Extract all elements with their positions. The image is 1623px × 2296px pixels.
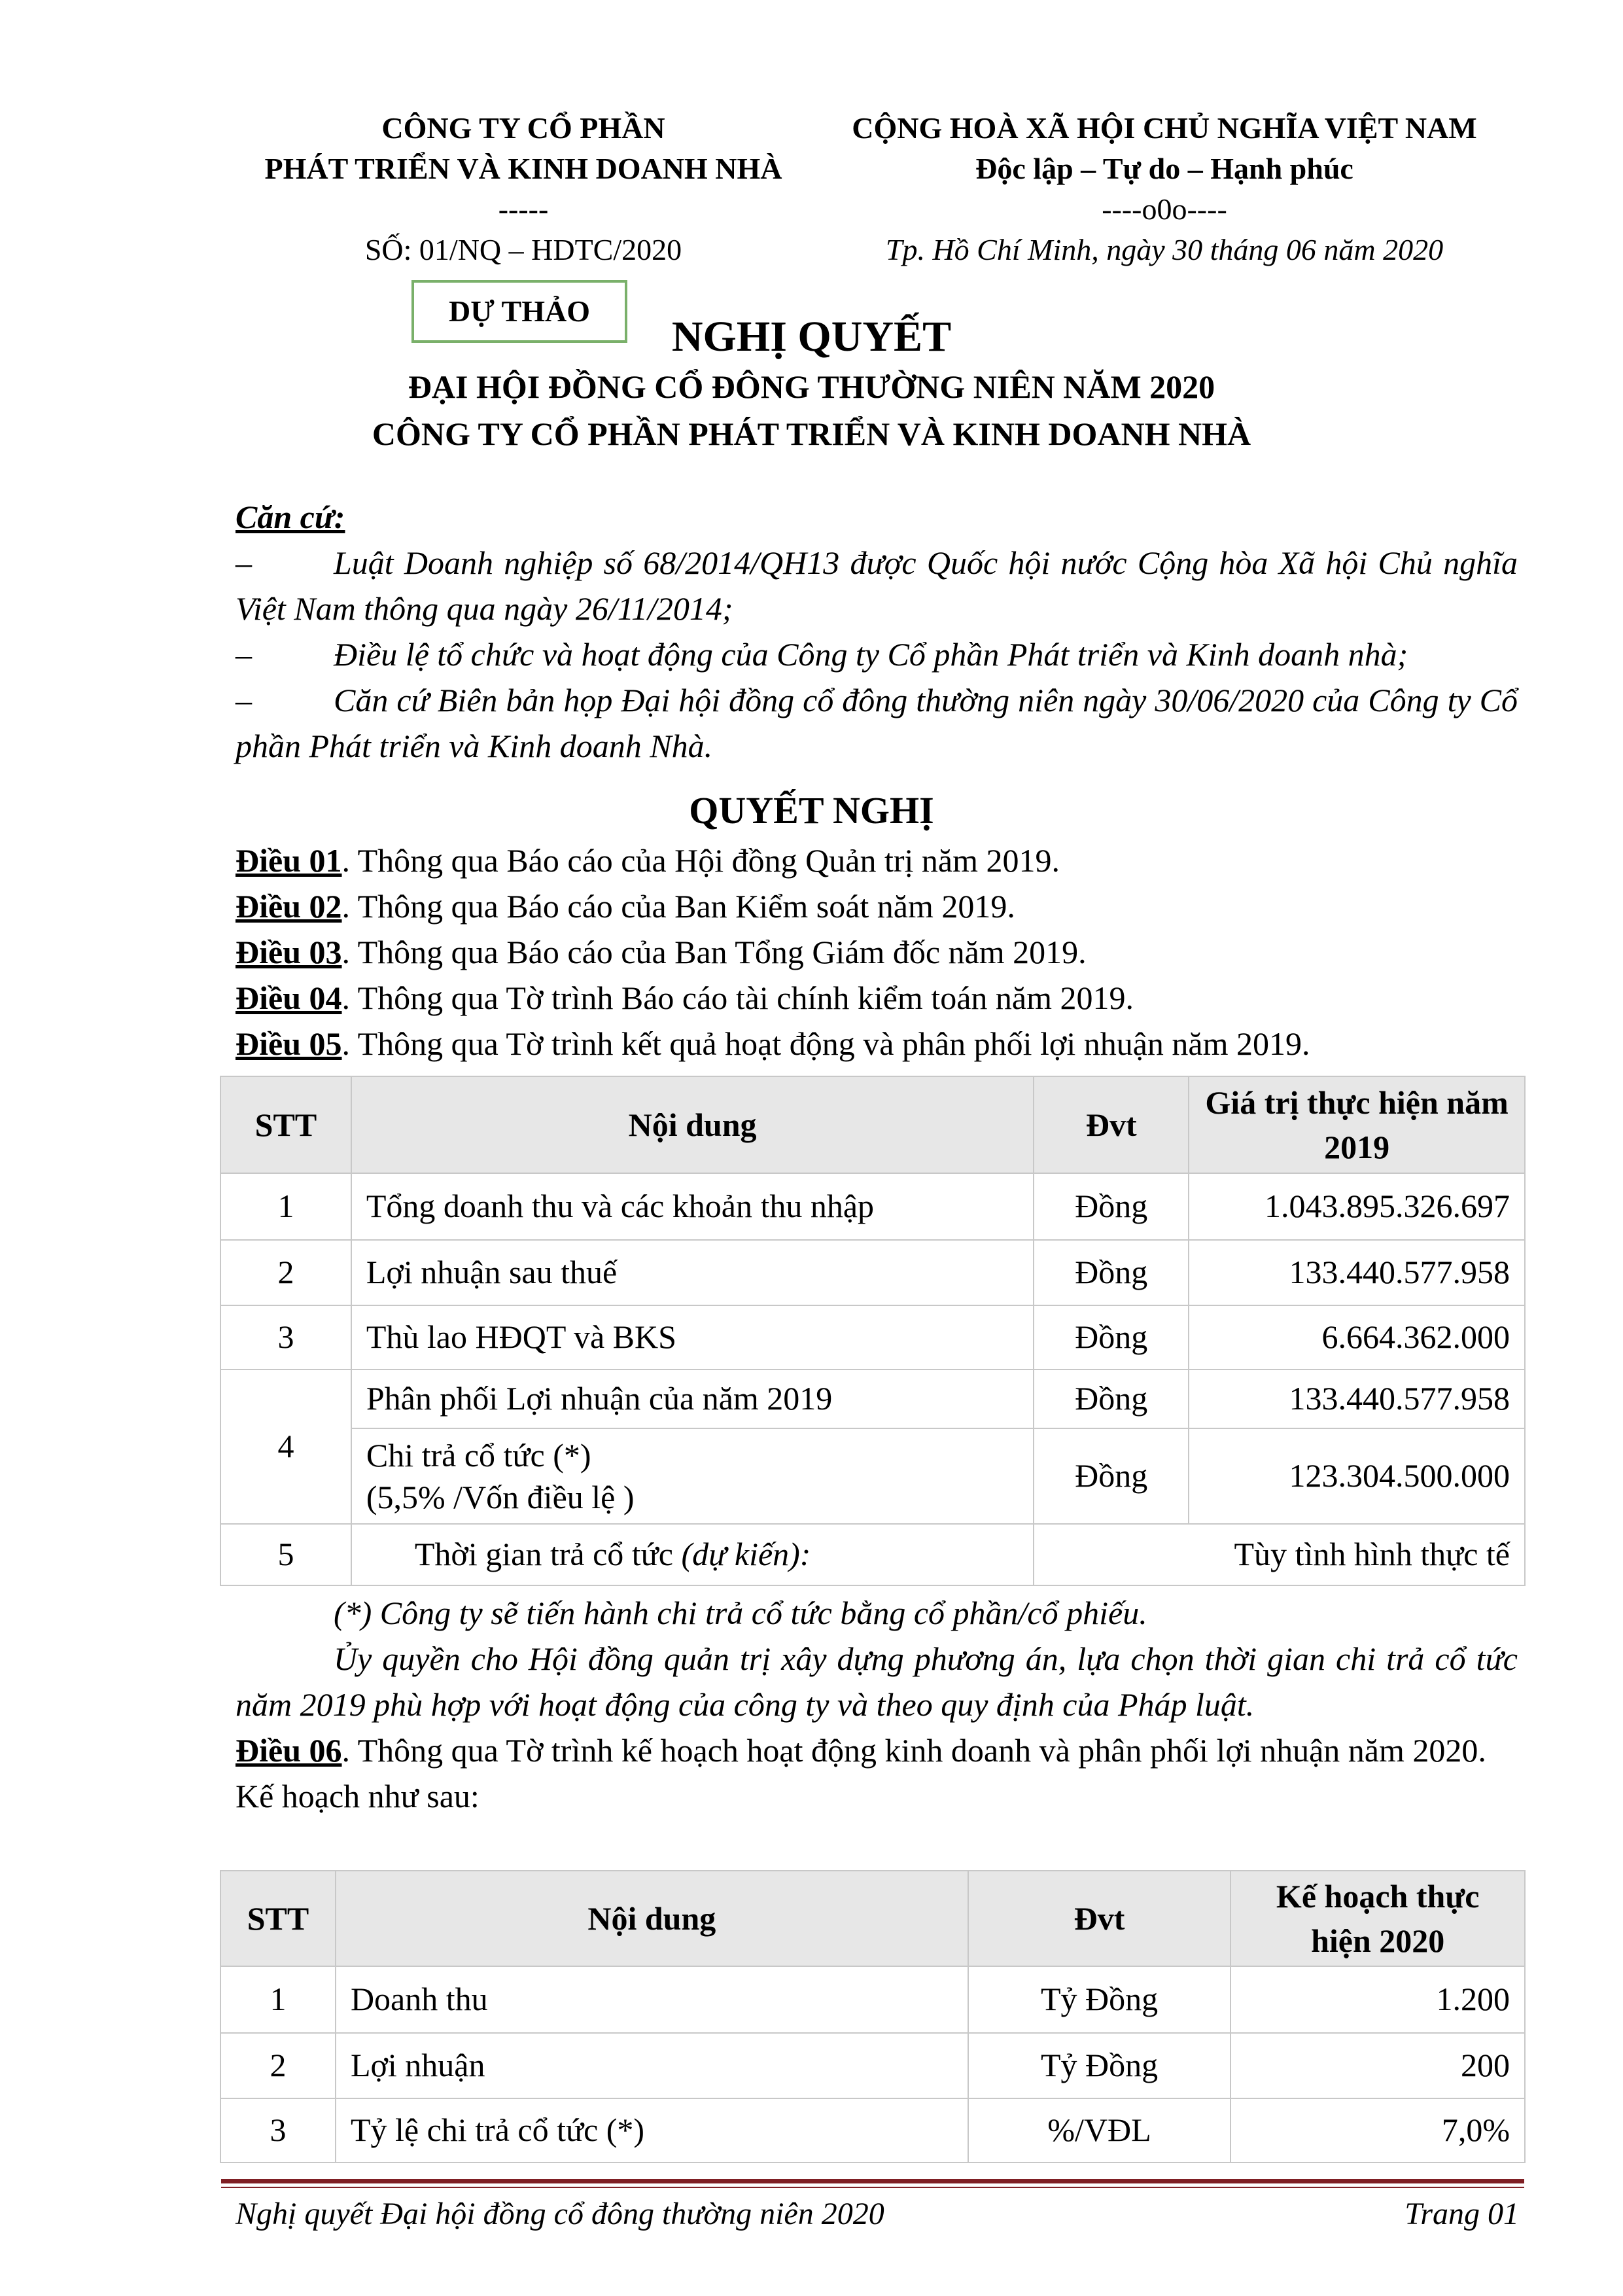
cell-content: Tỷ lệ chi trả cổ tức (*) [336, 2098, 968, 2163]
cell-stt: 5 [220, 1524, 351, 1585]
table-row [220, 1369, 1525, 1428]
article-text: . Thông qua Tờ trình kết quả hoạt động và phân phối lợi nhuận năm 2019. [341, 1025, 1310, 1062]
article-item [236, 1021, 1518, 1067]
country-name: CỘNG HOÀ XÃ HỘI CHỦ NGHĨA VIỆT NAM [852, 111, 1477, 145]
cell-content: Thù lao HĐQT và BKS [351, 1305, 1034, 1369]
cell-stt: 2 [220, 1240, 351, 1305]
header-content: Nội dung [336, 1871, 968, 1966]
note-dividend-method: (*) Công ty sẽ tiến hành chi trả cổ tức bằng cổ phần/cổ phiếu. [334, 1595, 1147, 1631]
cell-unit: Đồng [1034, 1240, 1189, 1305]
cell-stt: 1 [220, 1173, 351, 1240]
cell-content: Tổng doanh thu và các khoản thu nhập [351, 1173, 1034, 1240]
cell-content: Phân phối Lợi nhuận của năm 2019 [351, 1369, 1034, 1428]
basis-item [236, 540, 1518, 631]
cell-value: 123.304.500.000 [1189, 1428, 1525, 1524]
article-label: Điều 05 [236, 1025, 342, 1062]
cell-stt: 1 [220, 1966, 336, 2033]
header-separator-left: ----- [498, 192, 549, 226]
article-text: . Thông qua Báo cáo của Hội đồng Quản trị năm 2019. [341, 842, 1060, 879]
article-text: . Thông qua Báo cáo của Ban Tổng Giám đốc năm 2019. [341, 934, 1087, 970]
national-motto: Độc lập – Tự do – Hạnh phúc [975, 152, 1353, 185]
cell-value: 1.200 [1230, 1966, 1525, 2033]
company-name-line1: CÔNG TY CỔ PHẦN [381, 111, 665, 145]
cell-content: Lợi nhuận sau thuế [351, 1240, 1034, 1305]
resolution-heading: QUYẾT NGHỊ [689, 789, 934, 832]
article-6 [236, 1727, 1518, 1819]
article-text: . Thông qua Báo cáo của Ban Kiểm soát năm 2019. [341, 888, 1015, 925]
dividend-line: Chi trả cổ tức (*) [366, 1437, 591, 1474]
cell-value: 6.664.362.000 [1189, 1305, 1525, 1369]
cell-unit: Đồng [1034, 1428, 1189, 1524]
header-value: Giá trị thực hiện năm 2019 [1189, 1076, 1525, 1173]
table-header-row [220, 1076, 1525, 1173]
cell-unit: Đồng [1034, 1369, 1189, 1428]
cell-value: 133.440.577.958 [1189, 1369, 1525, 1428]
cell-content: Doanh thu [336, 1966, 968, 2033]
payment-time-label: Thời gian trả cổ tức [414, 1536, 682, 1573]
header-unit: Đvt [968, 1871, 1231, 1966]
article-label: Điều 06 [236, 1732, 342, 1769]
cell-content [351, 1428, 1034, 1524]
table-row [220, 1240, 1525, 1305]
cell-value: 133.440.577.958 [1189, 1240, 1525, 1305]
place-date: Tp. Hồ Chí Minh, ngày 30 tháng 06 năm 2020 [885, 233, 1444, 266]
document-title: NGHỊ QUYẾT [671, 313, 952, 361]
footer-rule [221, 2179, 1524, 2183]
plan-intro: Kế hoạch như sau: [236, 1778, 480, 1814]
header-value: Kế hoạch thực hiện 2020 [1230, 1871, 1525, 1966]
cell-stt: 3 [220, 1305, 351, 1369]
header-unit: Đvt [1034, 1076, 1189, 1173]
cell-unit: Đồng [1034, 1173, 1189, 1240]
article-label: Điều 02 [236, 888, 342, 925]
basis-item [236, 631, 1518, 677]
document-subtitle-2: CÔNG TY CỔ PHẦN PHÁT TRIỂN VÀ KINH DOANH NHÀ [372, 415, 1251, 452]
cell-content [351, 1524, 1034, 1585]
article-item [236, 1727, 1518, 1773]
cell-value: 200 [1230, 2033, 1525, 2098]
table-notes [236, 1590, 1518, 1727]
cell-unit: Tỷ Đồng [968, 1966, 1231, 2033]
table-row [220, 1966, 1525, 2033]
basis-item-text: Điều lệ tổ chức và hoạt động của Công ty Cổ phần Phát triển và Kinh doanh nhà; [334, 636, 1408, 673]
header-content: Nội dung [351, 1076, 1034, 1173]
article-label: Điều 01 [236, 842, 342, 879]
table-row [220, 2098, 1525, 2163]
cell-stt: 4 [220, 1369, 351, 1524]
company-name-line2: PHÁT TRIỂN VÀ KINH DOANH NHÀ [264, 152, 782, 185]
article-label: Điều 04 [236, 980, 342, 1016]
payment-time-note: (dự kiến): [681, 1536, 811, 1573]
header-stt: STT [220, 1076, 351, 1173]
header-stt: STT [220, 1871, 336, 1966]
article-label: Điều 03 [236, 934, 342, 970]
cell-stt: 3 [220, 2098, 336, 2163]
profit-results-table [220, 1076, 1526, 1586]
cell-value: Tùy tình hình thực tế [1034, 1524, 1525, 1585]
basis-heading: Căn cứ: [236, 499, 345, 535]
document-subtitle-1: ĐẠI HỘI ĐỒNG CỔ ĐÔNG THƯỜNG NIÊN NĂM 2020 [408, 368, 1215, 405]
table-header-row [220, 1871, 1525, 1966]
table-row [220, 1305, 1525, 1369]
note-authorization: Ủy quyền cho Hội đồng quản trị xây dựng phương án, lựa chọn thời gian chi trả cổ tức năm 2019 phù hợp với hoạt động của công ty và theo quy định của Pháp luật. [236, 1640, 1518, 1723]
basis-item-text: Căn cứ Biên bản họp Đại hội đồng cổ đông thường niên ngày 30/06/2020 của Công ty Cổ phần Phát triển và Kinh doanh Nhà. [236, 682, 1518, 764]
cell-unit: Đồng [1034, 1305, 1189, 1369]
table-row [220, 1524, 1525, 1585]
draft-stamp: DỰ THẢO [411, 280, 627, 343]
cell-value: 7,0% [1230, 2098, 1525, 2163]
cell-stt: 2 [220, 2033, 336, 2098]
document-number: SỐ: 01/NQ – HDTC/2020 [364, 233, 682, 266]
table-row [220, 1173, 1525, 1240]
page-number: Trang 01 [1405, 2197, 1519, 2231]
article-item [236, 838, 1518, 883]
article-item [236, 929, 1518, 975]
bullet-dash: – [236, 636, 252, 673]
article-text: . Thông qua Tờ trình kế hoạch hoạt động kinh doanh và phân phối lợi nhuận năm 2020. [341, 1732, 1486, 1769]
cell-unit: Tỷ Đồng [968, 2033, 1231, 2098]
business-plan-table [220, 1870, 1526, 2163]
footer-rule-thin [221, 2187, 1524, 2188]
basis-item-text: Luật Doanh nghiệp số 68/2014/QH13 được Quốc hội nước Cộng hòa Xã hội Chủ nghĩa Việt Nam thông qua ngày 26/11/2014; [236, 544, 1518, 627]
cell-content: Lợi nhuận [336, 2033, 968, 2098]
bullet-dash: – [236, 682, 252, 718]
national-header [824, 108, 1505, 270]
basis-section [236, 494, 1518, 769]
dividend-rate-line: (5,5% /Vốn điều lệ ) [366, 1479, 635, 1515]
articles-list [236, 838, 1518, 1067]
table-row [220, 2033, 1525, 2098]
cell-unit: %/VĐL [968, 2098, 1231, 2163]
article-text: . Thông qua Tờ trình Báo cáo tài chính kiểm toán năm 2019. [341, 980, 1134, 1016]
table-row [220, 1428, 1525, 1524]
article-item [236, 975, 1518, 1021]
basis-item [236, 677, 1518, 769]
article-item [236, 883, 1518, 929]
company-header [222, 108, 824, 270]
cell-value: 1.043.895.326.697 [1189, 1173, 1525, 1240]
header-separator-right: ----o0o---- [1102, 192, 1227, 226]
footer-document-name: Nghị quyết Đại hội đồng cổ đông thường niên 2020 [236, 2197, 884, 2231]
bullet-dash: – [236, 544, 252, 581]
